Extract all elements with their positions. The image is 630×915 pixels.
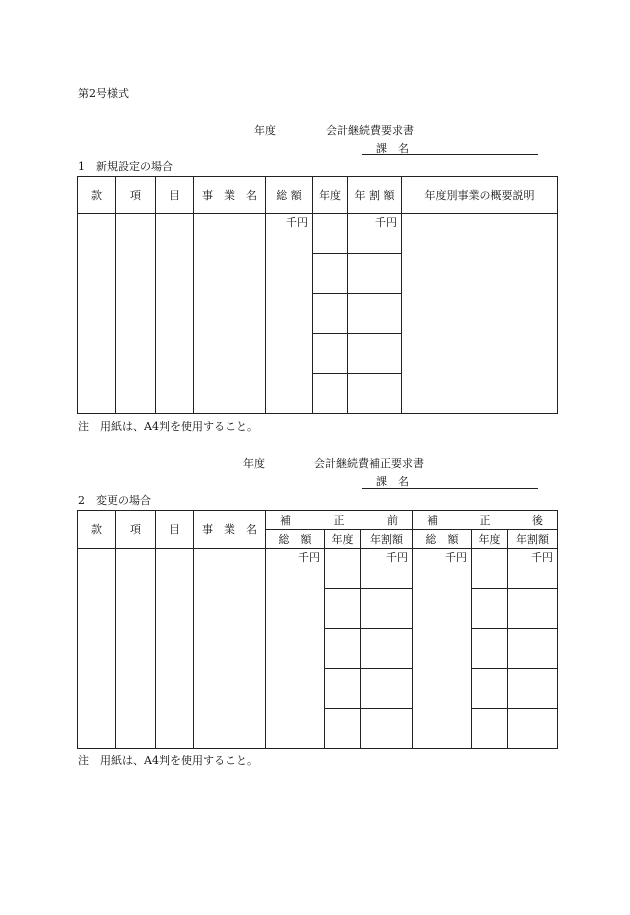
table-row: [78, 549, 558, 589]
cell-after-annual: [508, 669, 558, 709]
cell-total-unit: 千円: [266, 214, 313, 414]
col-moku: 目: [156, 177, 194, 214]
cell-before-annual: [361, 589, 413, 629]
col-after-total: 総 額: [413, 530, 472, 549]
col-moku: 目: [156, 511, 194, 549]
cell-before-total-unit: 千円: [266, 549, 325, 749]
cell-before-annual: [361, 669, 413, 709]
cell-annual: [348, 294, 402, 334]
group-after-correction: 補正後: [413, 511, 558, 530]
form-title: 会計継続費要求書: [326, 124, 414, 137]
form-title: 会計継続費補正要求書: [314, 457, 424, 470]
table-row: [78, 214, 558, 254]
col-before-total: 総 額: [266, 530, 325, 549]
cell-before-annual: [361, 629, 413, 669]
col-after-annual: 年割額: [508, 530, 558, 549]
col-description: 年度別事業の概要説明: [402, 177, 558, 214]
note: 注 用紙は、A4判を使用すること。: [78, 754, 258, 767]
fiscal-year-label: 年度: [254, 124, 276, 137]
cell-after-year: [472, 589, 508, 629]
cell-moku: [156, 549, 194, 749]
cell-kan: [78, 549, 116, 749]
cell-after-year: [472, 709, 508, 749]
cell-year: [313, 254, 348, 294]
section-heading: 2 変更の場合: [78, 494, 151, 507]
col-before-annual: 年割額: [361, 530, 413, 549]
cell-after-annual: [508, 709, 558, 749]
cell-kan: [78, 214, 116, 414]
col-annual-amount: 年 割 額: [348, 177, 402, 214]
change-table: [77, 510, 558, 749]
col-kan: 款: [78, 511, 116, 549]
form-number: 第2号様式: [78, 87, 129, 100]
note: 注 用紙は、A4判を使用すること。: [78, 420, 258, 433]
cell-annual: [348, 334, 402, 374]
section-name-label: 課 名: [376, 475, 409, 488]
col-year: 年度: [313, 177, 348, 214]
cell-after-total-unit: 千円: [413, 549, 472, 749]
table-header-row: [78, 177, 558, 214]
section-name-label: 課 名: [376, 142, 409, 155]
cell-after-annual: [508, 589, 558, 629]
cell-project-name: [194, 214, 266, 414]
col-kou: 項: [116, 177, 156, 214]
cell-after-annual-unit: 千円: [508, 549, 558, 589]
cell-before-year: [325, 669, 361, 709]
col-project-name: 事 業 名: [194, 511, 266, 549]
table-header-row: [78, 511, 558, 530]
cell-before-year: [325, 629, 361, 669]
fiscal-year-label: 年度: [243, 457, 265, 470]
cell-before-year: [325, 709, 361, 749]
cell-annual-unit: 千円: [348, 214, 402, 254]
cell-description: [402, 214, 558, 414]
cell-before-year: [325, 589, 361, 629]
cell-after-year: [472, 629, 508, 669]
new-setting-table: [77, 176, 558, 414]
section-heading: 1 新規設定の場合: [78, 160, 173, 173]
cell-moku: [156, 214, 194, 414]
col-before-year: 年度: [325, 530, 361, 549]
col-kan: 款: [78, 177, 116, 214]
cell-after-year: [472, 669, 508, 709]
cell-year: [313, 214, 348, 254]
cell-before-annual-unit: 千円: [361, 549, 413, 589]
cell-before-year: [325, 549, 361, 589]
group-before-correction: 補正前: [266, 511, 413, 530]
cell-project-name: [194, 549, 266, 749]
col-project-name: 事 業 名: [194, 177, 266, 214]
cell-kou: [116, 214, 156, 414]
cell-year: [313, 334, 348, 374]
cell-before-annual: [361, 709, 413, 749]
cell-after-year: [472, 549, 508, 589]
cell-after-annual: [508, 629, 558, 669]
col-after-year: 年度: [472, 530, 508, 549]
col-total: 総 額: [266, 177, 313, 214]
cell-annual: [348, 254, 402, 294]
cell-kou: [116, 549, 156, 749]
cell-annual: [348, 374, 402, 414]
section-name-line: [362, 154, 538, 155]
section-name-line: [362, 488, 538, 489]
cell-year: [313, 294, 348, 334]
col-kou: 項: [116, 511, 156, 549]
cell-year: [313, 374, 348, 414]
